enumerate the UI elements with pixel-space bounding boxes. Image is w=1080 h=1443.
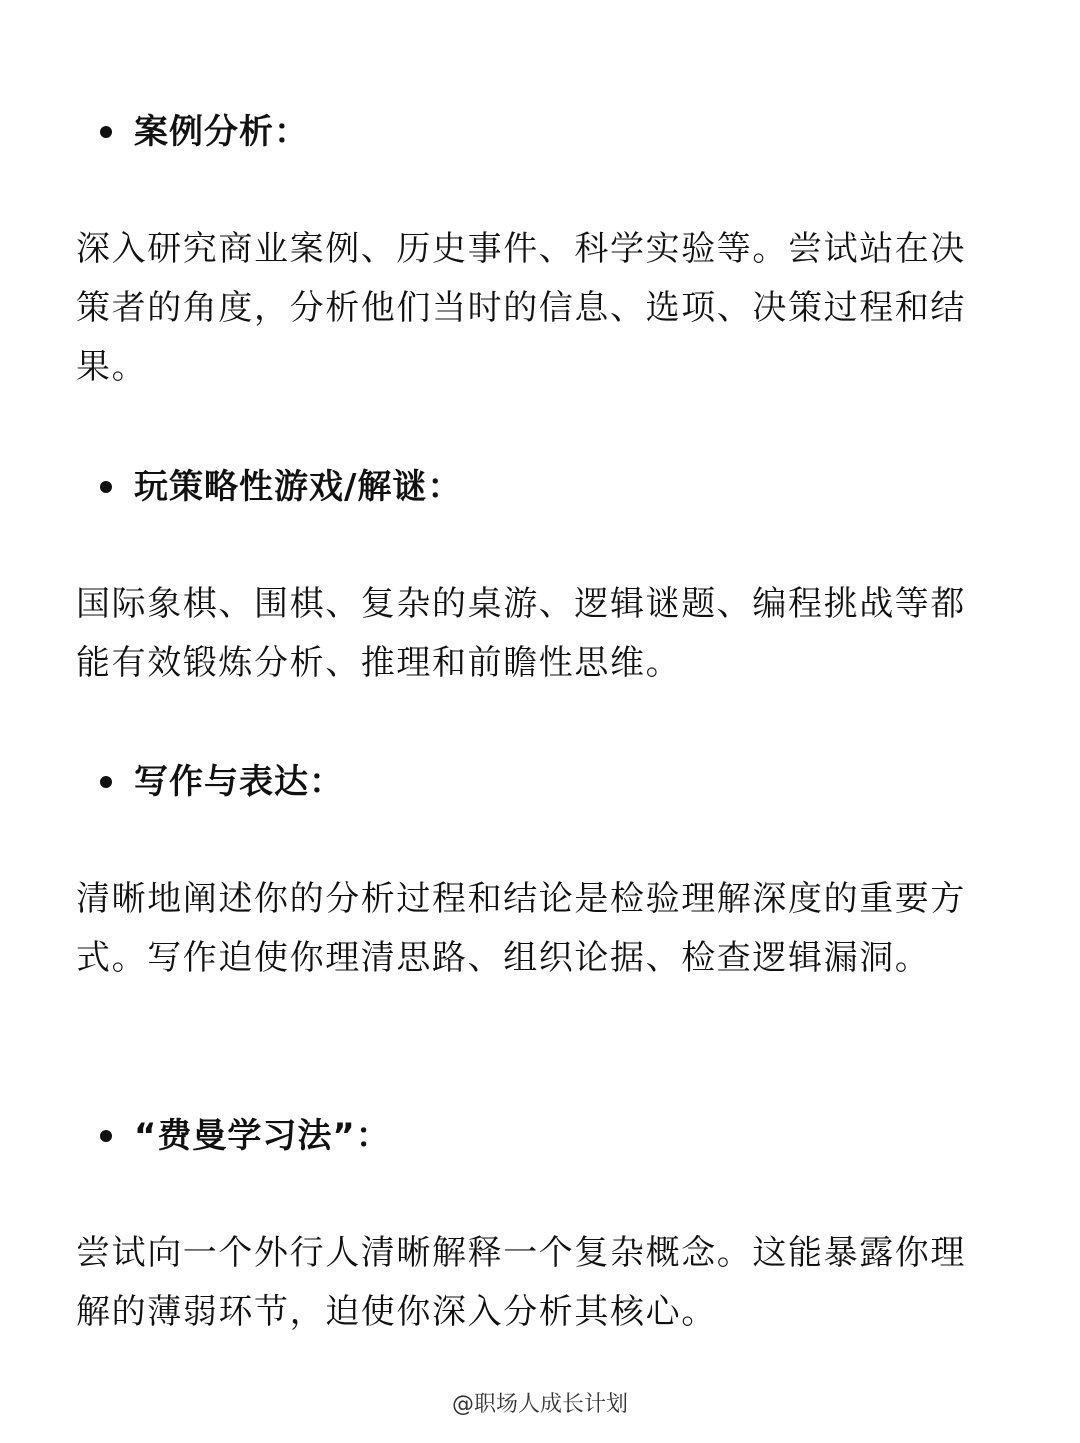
bullet-dot-icon <box>100 126 112 138</box>
section-body: 尝试向一个外行人清晰解释一个复杂概念。这能暴露你理解的薄弱环节，迫使你深入分析其核心。 <box>76 1233 966 1332</box>
section-heading-text: “费曼学习法”： <box>134 1116 391 1156</box>
section-heading <box>100 762 344 802</box>
section-body: 深入研究商业案例、历史事件、科学实验等。尝试站在决策者的角度，分析他们当时的信息、选项、决策过程和结果。 <box>76 229 966 387</box>
section-heading-text: 写作与表达： <box>134 762 344 802</box>
bullet-dot-icon <box>100 1130 112 1142</box>
section-heading <box>100 467 462 507</box>
section-heading <box>100 112 309 152</box>
section-body: 清晰地阐述你的分析过程和结论是检验理解深度的重要方式。写作迫使你理清思路、组织论据、检查逻辑漏洞。 <box>76 879 966 978</box>
footer-credit: @职场人成长计划 <box>451 1392 628 1417</box>
section-heading-text: 案例分析： <box>134 112 309 152</box>
section-body: 国际象棋、围棋、复杂的桌游、逻辑谜题、编程挑战等都能有效锻炼分析、推理和前瞻性思维。 <box>76 584 966 683</box>
bullet-dot-icon <box>100 776 112 788</box>
bullet-dot-icon <box>100 481 112 493</box>
section-heading-text: 玩策略性游戏/解谜： <box>134 467 463 507</box>
section-heading <box>100 1116 391 1156</box>
